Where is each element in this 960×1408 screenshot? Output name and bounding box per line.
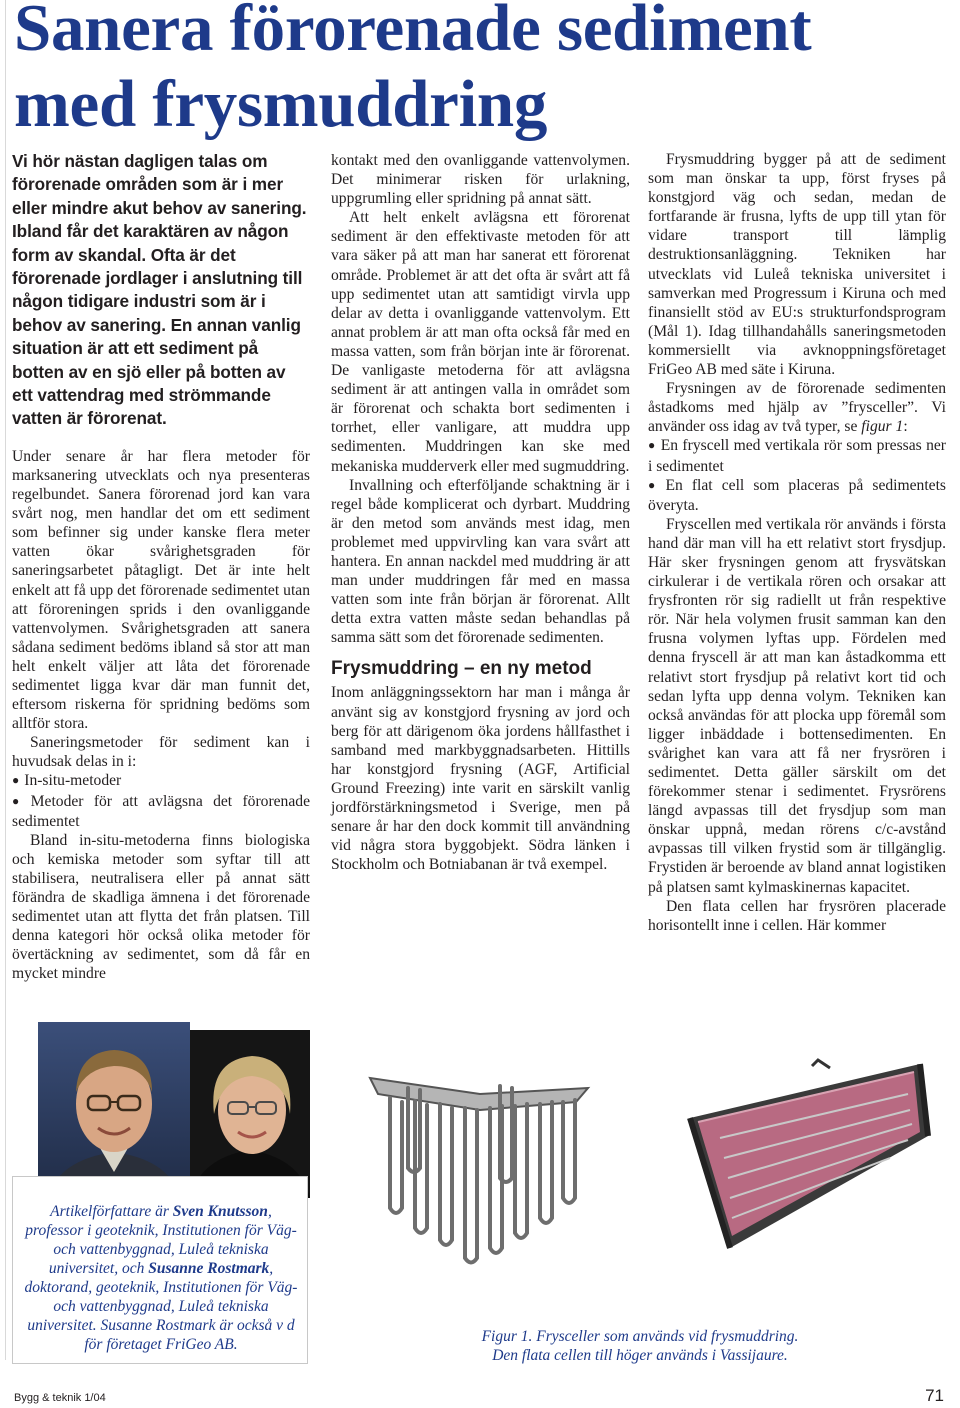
paragraph: Frysmuddring bygger på att de sediment som man önskar ta upp, först fryses på konstgjord väg och sedan, medan de fortfarande är frusna, lyfts de upp till ytan för vidare transport till lämplig destruktionsanläggning. Tekniken har utvecklats vid Luleå tekniska universitet i samverkan med Progressum i Kiruna och med finansiellt stöd av EU:s strukturfondsprogram (Mål 1). Idag tillhandahålls saneringsmetoden kommersiellt via avknoppningsföretaget FriGeo AB med säte i Kiruna. <box>648 151 946 379</box>
figure-reference: figur 1 <box>861 418 904 436</box>
author-photo-susanne-rostmark <box>190 1030 310 1198</box>
page-number: 71 <box>925 1386 944 1405</box>
footer-publication: Bygg & teknik 1/04 <box>14 1392 106 1404</box>
bullet-item: ● In-situ-metoder <box>12 771 310 791</box>
author-caption: Artikelförfattare är Sven Knutsson, professor i geoteknik, Institutionen för Väg- och vattenbyggnad, Luleå tekniska universitet, och Susanne Rostmark, doktorand, geoteknik, Institutionen för Väg- och vattenbyggnad, Luleå tekniska universitet. Susanne Rostmark är också v d för företaget FriGeo AB. <box>24 1202 298 1354</box>
bullet-item: ● Metoder för att avlägsna det förorenade sedimentet <box>12 792 310 831</box>
bullet-dot-icon <box>12 772 24 789</box>
author-name: Sven Knutsson <box>172 1202 268 1220</box>
paragraph: Att helt enkelt avlägsna ett förorenat sediment är den effektivaste metoden för att vara säker på att man har sanerat ett förorenat område. Problemet är att det ofta är svårt att få upp sedimentet utan att samtidigt virvla upp delar av detta i ovanliggande vattenvolym. Ett annat problem är att man ofta också får med en massa vatten, som från början inte är förorenat. De vanligaste metoderna för att avlägsna sediment är att antingen valla in området som är förorenat och schakta bort sedimenten i torrhet, eller vanligare, att muddra upp sedimenten. Muddringen kan ske med mekaniska mudderverk eller med sugmuddring. <box>331 209 630 475</box>
bullet-item: ● En flat cell som placeras på sedimentets överyta. <box>648 476 946 515</box>
bullet-dot-icon <box>648 477 665 494</box>
figure-1-freeze-cells <box>360 1058 940 1268</box>
column-3 <box>648 150 946 935</box>
bullet-dot-icon <box>648 437 661 454</box>
headline-line-1: Sanera förorenade sediment <box>14 0 812 65</box>
paragraph: Bland in-situ-metoderna finns biologiska och kemiska metoder som syftar till att stabilisera, neutralisera eller på annat sätt förändra de skadliga ämnena i det förorenade sedimentet utan att flytta det från platsen. Till denna kategori hör också olika metoder för övertäckning av sedimentet, som då får en mycket mindre <box>12 831 310 983</box>
author-photo-sven-knutsson <box>38 1022 190 1198</box>
paragraph: Frysningen av de förorenade sedimenten åstadkoms med hjälp av ”frysceller”. Vi använder oss idag av två typer, se figur 1: <box>648 380 946 436</box>
flat-cell-illustration <box>690 1060 928 1248</box>
column-1 <box>12 150 310 984</box>
bullet-dot-icon <box>12 793 31 810</box>
author-name: Susanne Rostmark <box>148 1259 270 1277</box>
vertical-pipe-cell-illustration <box>370 1078 588 1263</box>
paragraph: Under senare år har flera metoder för marksanering utvecklats och nya presenteras regelbundet. Sanera förorenad jord kan vara svårt nog, men handlar det om ett sediment som befinner sig under kanske flera meter vatten ökar svårighetsgraden för saneringsarbetet påtagligt. Det är inte helt enkelt att få upp det förorenade sedimentet utan att föroreningen sprids i den ovanliggande vattenvolymen. Svårighetsgraden att sanera sådana sediment bedöms ibland så stor att man helt enkelt väljer att låta det förorenade sedimentet ligga kvar där man funnit det, eftersom riskerna för spridning bedöms som alltför stora. <box>12 447 310 733</box>
article-lead: Vi hör nästan dagligen talas om förorenade områden som är i mer eller mindre akut behov av sanering. Ibland får det karaktären av någon form av skandal. Ofta är det förorenade jordlager i anslutning till någon tidigare industri som är i behov av sanering. En annan vanlig situation är att ett sediment på botten av en sjö eller på botten av ett vattendrag med strömmande vatten är förorenat. <box>12 151 307 429</box>
paragraph: Inom anläggningssektorn har man i många år använt sig av konstgjord frysning av jord och berg för att därigenom öka jordens hållfasthet i samband med markbyggnadsarbeten. Hittills har konstgjord frysning (AGF, Artificial Ground Freezing) inte varit en särskilt vanlig jordförstärkningsmetod i Sverige, men på senare år har den dock kommit till användning vid några stora byggobjekt. Södra länken i Stockholm och Botniabanan är två exempel. <box>331 684 630 874</box>
column-2 <box>331 151 630 874</box>
paragraph: Saneringsmetoder för sediment kan i huvudsak delas in i: <box>12 734 310 771</box>
paragraph: Invallning och efterföljande schaktning är i regel både komplicerat och dyrbart. Muddring är den metod som används mest idag, men problemet med uppvirvling kan vara svårt att hantera. En annan nackdel med muddring är att man under muddringen får med en massa vatten som inte från början är förorenat. Allt detta extra vatten måste sedan behandlas på samma sätt som det förorenade sedimenten. <box>331 476 630 647</box>
paragraph: Fryscellen med vertikala rör används i första hand där man vill ha ett relativt stort frysdjup. Här sker frysningen genom att frysvätskan cirkulerar i de vertikala rören och orsakar att frysfronten rör sig radiellt ut från respektive rör. När hela volymen frusit samman kan den frusna volymen lyftas upp. Fördelen med denna fryscell är att man kan åstadkomma ett relativt stort frysdjup på relativt kort tid och sedan lyfta upp denna volym. Tekniken kan också användas för att plocka upp föremål som ligger inbäddade i bottensedimenten. En svårighet kan vara att få ner frysrören i sedimentet. Detta gäller särskilt om det förekommer stenar i sedimentet. Frysrörens längd avpassas till det frysdjup som man önskar uppnå, medan rörens c/c-avstånd avpassas till vilken frystid som är tillgänglig. Frystiden är beroende av bland annat logistiken på platsen samt kylmaskinernas kapacitet. <box>648 515 946 896</box>
paragraph: kontakt med den ovanliggande vattenvolymen. Det minimerar risken för urlakning, uppgrumling eller spridning på annat sätt. <box>331 152 630 208</box>
section-heading: Frysmuddring – en ny metod <box>331 658 592 680</box>
bullet-item: ● En fryscell med vertikala rör som pressas ner i sedimentet <box>648 436 946 475</box>
figure-caption: Figur 1. Frysceller som används vid frysmuddring. Den flata cellen till höger används i Vassijaure. <box>481 1327 799 1364</box>
article-headline <box>14 0 944 142</box>
paragraph: Den flata cellen har frysrören placerade horisontellt inne i cellen. Här kommer <box>648 897 946 934</box>
headline-line-2: med frysmuddring <box>14 67 548 141</box>
page-edge-rule <box>5 0 6 1360</box>
